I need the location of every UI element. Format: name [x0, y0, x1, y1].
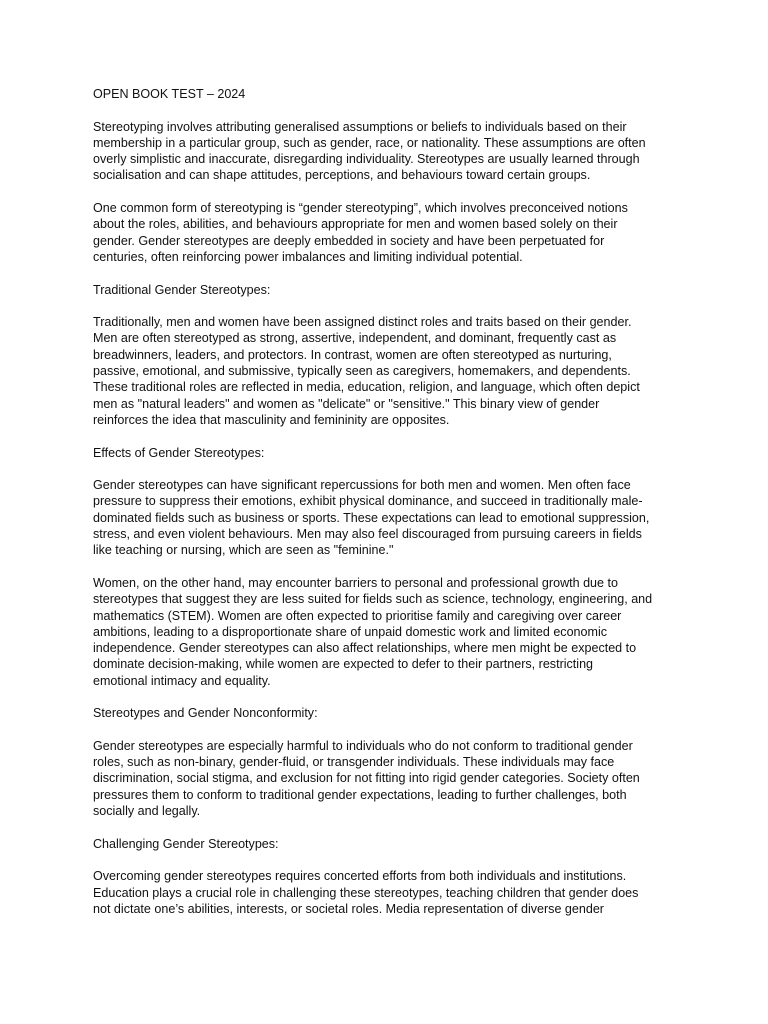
- text-line: pressures them to conform to traditional gender expectations, leading to further challenges, both: [93, 787, 627, 802]
- body-paragraph: [93, 477, 673, 558]
- text-line: overly simplistic and inaccurate, disregarding individuality. Stereotypes are usually learned through: [93, 152, 640, 167]
- text-line: passive, emotional, and submissive, typically seen as caregivers, homemakers, and dependents.: [93, 364, 631, 379]
- text-line: discrimination, social stigma, and exclusion for not fitting into rigid gender categories. Society often: [93, 771, 640, 786]
- section-heading: [93, 282, 673, 298]
- text-line: mathematics (STEM). Women are often expected to prioritise family and caregiving over career: [93, 608, 622, 623]
- text-line: breadwinners, leaders, and protectors. In contrast, women are often stereotyped as nurturing,: [93, 347, 612, 362]
- text-line: dominated fields such as business or sports. These expectations can lead to emotional suppression,: [93, 510, 650, 525]
- text-line: emotional intimacy and equality.: [93, 673, 271, 688]
- document-title: [93, 86, 673, 102]
- text-line: stereotypes that suggest they are less suited for fields such as science, technology, engineering, and: [93, 592, 653, 607]
- section-heading: [93, 836, 673, 852]
- text-line: about the roles, abilities, and behaviours appropriate for men and women based solely on their: [93, 217, 618, 232]
- text-line: membership in a particular group, such as gender, race, or nationality. These assumptions are often: [93, 135, 646, 150]
- body-paragraph: [93, 314, 673, 428]
- text-line: stress, and even violent behaviours. Men may also feel discouraged from pursuing careers in fields: [93, 527, 642, 542]
- text-line: gender. Gender stereotypes are deeply embedded in society and have been perpetuated for: [93, 233, 605, 248]
- text-line: ambitions, leading to a disproportionate share of unpaid domestic work and limited economic: [93, 624, 608, 639]
- text-line: Education plays a crucial role in challenging these stereotypes, teaching children that gender does: [93, 885, 639, 900]
- text-line: Stereotyping involves attributing generalised assumptions or beliefs to individuals based on their: [93, 119, 627, 134]
- body-paragraph: [93, 200, 673, 265]
- text-line: dominate decision-making, while women are expected to defer to their partners, restricting: [93, 657, 594, 672]
- text-line: One common form of stereotyping is “gender stereotyping”, which involves preconceived notions: [93, 201, 628, 216]
- text-line: Gender stereotypes can have significant repercussions for both men and women. Men often face: [93, 478, 631, 493]
- body-paragraph: [93, 575, 673, 689]
- section-heading: [93, 445, 673, 461]
- paragraph-list: [93, 119, 673, 918]
- text-line: Traditionally, men and women have been assigned distinct roles and traits based on their gender.: [93, 315, 632, 330]
- text-line: Traditional Gender Stereotypes:: [93, 282, 271, 297]
- document-body: [93, 86, 673, 933]
- text-line: centuries, often reinforcing power imbalances and limiting individual potential.: [93, 249, 523, 264]
- section-heading: [93, 705, 673, 721]
- text-line: men as "natural leaders" and women as "delicate" or "sensitive." This binary view of gender: [93, 396, 600, 411]
- text-line: not dictate one’s abilities, interests, or societal roles. Media representation of diverse gender: [93, 901, 604, 916]
- text-line: These traditional roles are reflected in media, education, religion, and language, which often depict: [93, 380, 640, 395]
- text-line: Overcoming gender stereotypes requires concerted efforts from both individuals and institutions.: [93, 869, 627, 884]
- text-line: like teaching or nursing, which are seen as "feminine.": [93, 543, 394, 558]
- text-line: socially and legally.: [93, 804, 201, 819]
- text-line: Challenging Gender Stereotypes:: [93, 836, 279, 851]
- body-paragraph: [93, 119, 673, 184]
- text-line: Effects of Gender Stereotypes:: [93, 445, 265, 460]
- text-line: Men are often stereotyped as strong, assertive, independent, and dominant, frequently cast as: [93, 331, 617, 346]
- title-text: OPEN BOOK TEST – 2024: [93, 87, 246, 101]
- text-line: Stereotypes and Gender Nonconformity:: [93, 706, 318, 721]
- text-line: Gender stereotypes are especially harmful to individuals who do not conform to traditional gender: [93, 738, 633, 753]
- body-paragraph: [93, 868, 673, 917]
- body-paragraph: [93, 738, 673, 819]
- text-line: roles, such as non-binary, gender-fluid, or transgender individuals. These individuals may face: [93, 755, 615, 770]
- text-line: reinforces the idea that masculinity and femininity are opposites.: [93, 412, 450, 427]
- text-line: independence. Gender stereotypes can also affect relationships, where men might be expected to: [93, 641, 637, 656]
- text-line: Women, on the other hand, may encounter barriers to personal and professional growth due to: [93, 575, 618, 590]
- text-line: pressure to suppress their emotions, exhibit physical dominance, and succeed in traditionally male-: [93, 494, 643, 509]
- text-line: socialisation and can shape attitudes, perceptions, and behaviours toward certain groups.: [93, 168, 591, 183]
